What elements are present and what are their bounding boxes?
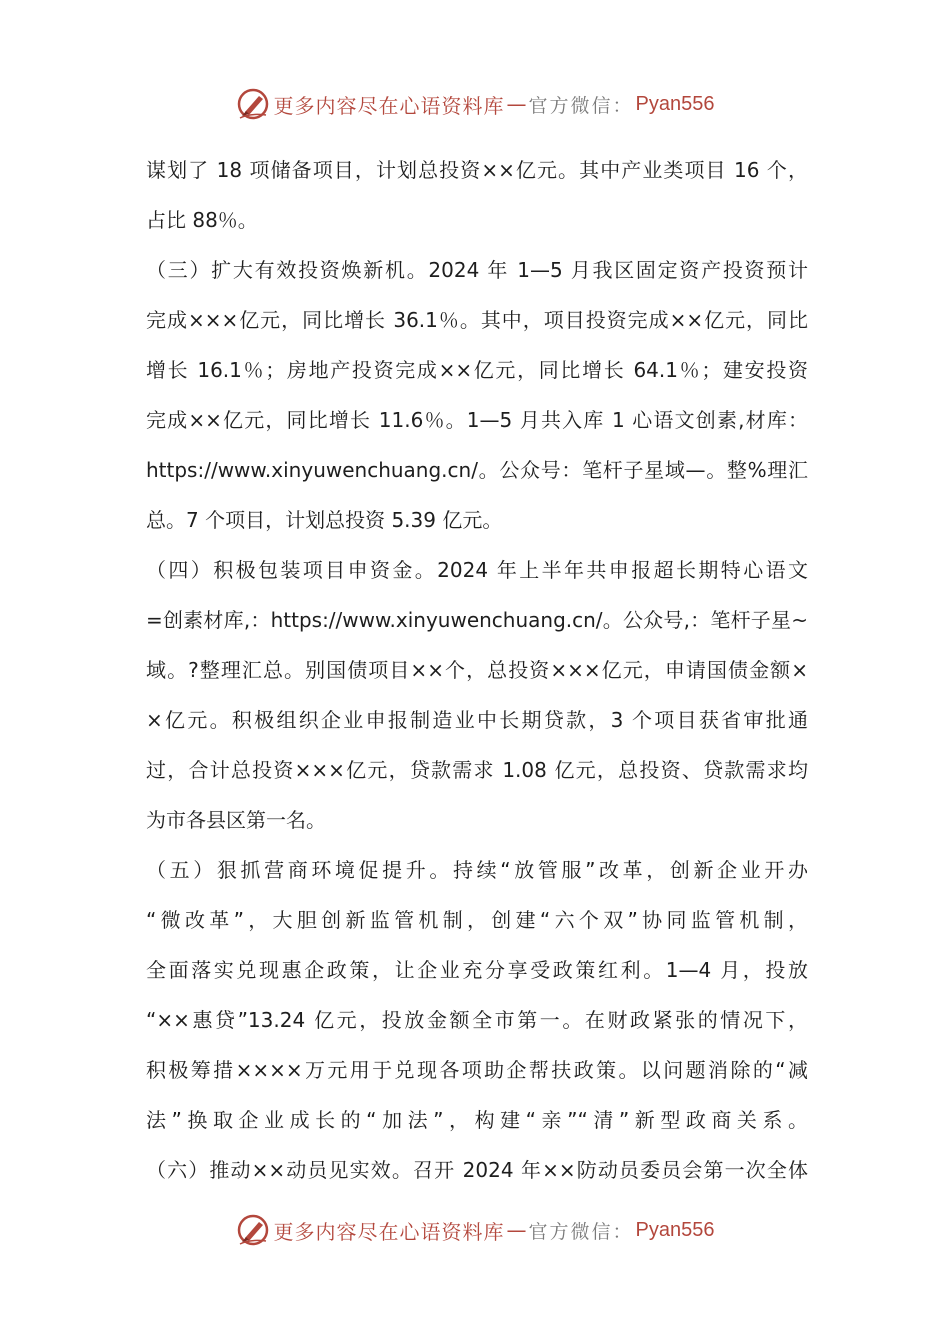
watermark-header (0, 82, 950, 126)
watermark-dash: — (506, 92, 527, 116)
watermark-dash: — (506, 1218, 527, 1242)
document-body (146, 149, 808, 1199)
pen-logo-icon (236, 87, 270, 121)
text-line: 域。?整理汇总。别国债项目××个，总投资×××亿元，申请国债金额× (146, 658, 808, 682)
text-line: 谋划了 18 项储备项目，计划总投资××亿元。其中产业类项目 16 个， (146, 158, 808, 182)
text-line: 增长 16.1％；房地产投资完成××亿元，同比增长 64.1％；建安投资 (146, 358, 808, 382)
text-line: 积极筹措××××万元用于兑现各项助企帮扶政策。以问题消除的“减 (146, 1058, 808, 1082)
watermark-tagline: 官方微信： (528, 1220, 634, 1243)
text-line: ×亿元。积极组织企业申报制造业中长期贷款，3 个项目获省审批通 (146, 708, 808, 732)
text-line: https://www.xinyuwenchuang.cn/。公众号：笔杆子星域—。整%理汇 (146, 458, 808, 482)
text-line: 总。7 个项目，计划总投资 5.39 亿元。 (146, 508, 503, 532)
watermark-tagline: 官方微信： (528, 94, 634, 117)
text-line: 为市各县区第一名。 (146, 808, 326, 832)
text-line: （四）积极包装项目申资金。2024 年上半年共申报超长期特心语文 (146, 558, 808, 582)
text-line: （三）扩大有效投资焕新机。2024 年 1—5 月我区固定资产投资预计 (146, 258, 808, 282)
pen-logo-icon (236, 1213, 270, 1247)
text-line: 占比 88％。 (146, 208, 258, 232)
text-line: “××惠贷”13.24 亿元，投放金额全市第一。在财政紧张的情况下， (146, 1008, 808, 1032)
watermark-footer (0, 1208, 950, 1252)
text-line: 完成×××亿元，同比增长 36.1％。其中，项目投资完成××亿元，同比 (146, 308, 808, 332)
text-line: （五）狠抓营商环境促提升。持续“放管服”改革，创新企业开办 (146, 858, 808, 882)
text-line: =创素材库,：https://www.xinyuwenchuang.cn/。公众号,：笔杆子星~ (146, 608, 808, 632)
text-line: 法”换取企业成长的“加法”，构建“亲”“清”新型政商关系。 (146, 1108, 808, 1132)
watermark-wechat-id: Pyan556 (635, 1218, 715, 1241)
text-line: 完成××亿元，同比增长 11.6％。1—5 月共入库 1 心语文创素,材库： (146, 408, 808, 432)
watermark-brand: 更多内容尽在心语资料库 (273, 1219, 505, 1244)
text-line: 过，合计总投资×××亿元，贷款需求 1.08 亿元，总投资、贷款需求均 (146, 758, 808, 782)
text-line: “微改革”，大胆创新监管机制，创建“六个双”协同监管机制， (146, 908, 808, 932)
text-line: （六）推动××动员见实效。召开 2024 年××防动员委员会第一次全体 (146, 1158, 808, 1182)
watermark-brand: 更多内容尽在心语资料库 (273, 93, 505, 118)
watermark-wechat-id: Pyan556 (635, 92, 715, 115)
text-line: 全面落实兑现惠企政策，让企业充分享受政策红利。1—4 月，投放 (146, 958, 808, 982)
